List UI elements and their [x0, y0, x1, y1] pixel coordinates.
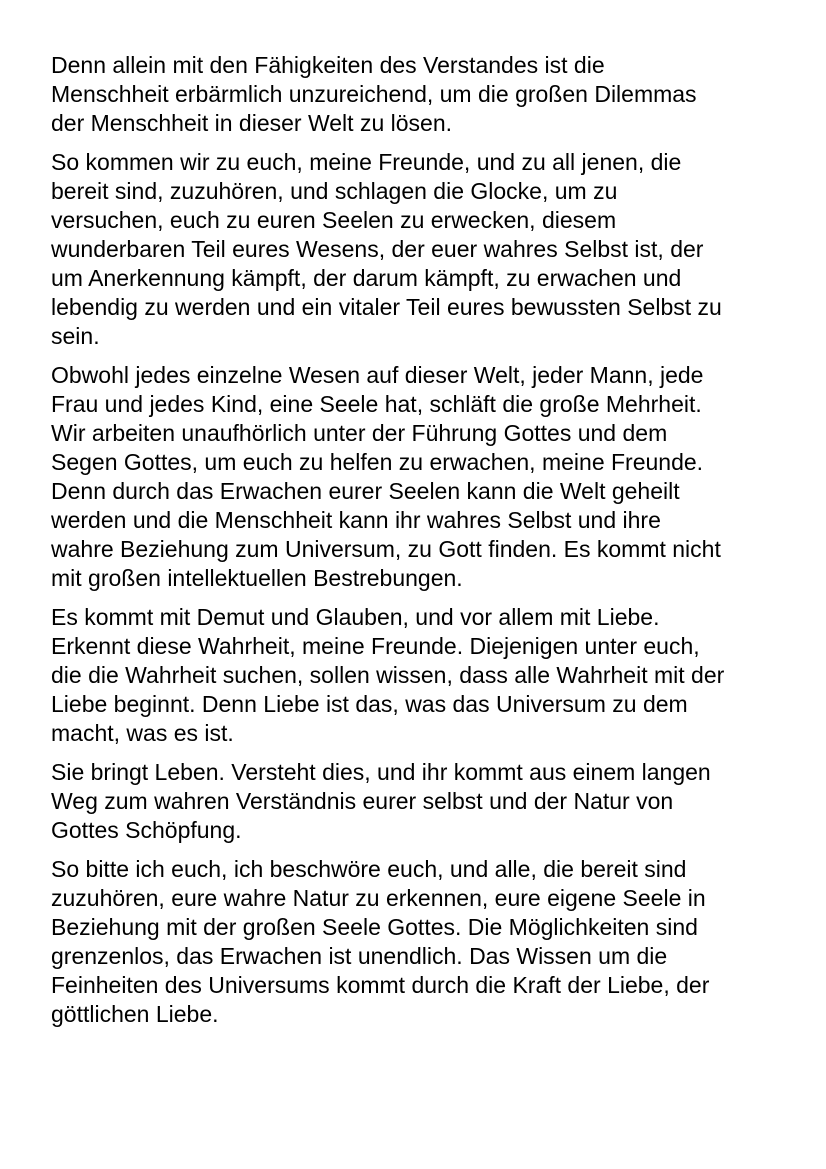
text-line: werden und die Menschheit kann ihr wahres Selbst und ihre	[51, 507, 661, 533]
text-line: Beziehung mit der großen Seele Gottes. Die Möglichkeiten sind	[51, 914, 698, 940]
text-line: Erkennt diese Wahrheit, meine Freunde. Diejenigen unter euch,	[51, 633, 700, 659]
text-line: Sie bringt Leben. Versteht dies, und ihr kommt aus einem langen	[51, 759, 711, 785]
text-line: Frau und jedes Kind, eine Seele hat, schläft die große Mehrheit.	[51, 391, 702, 417]
text-line: bereit sind, zuzuhören, und schlagen die Glocke, um zu	[51, 178, 618, 204]
text-line: sein.	[51, 323, 100, 349]
text-line: der Menschheit in dieser Welt zu lösen.	[51, 110, 452, 136]
paragraph-5	[51, 758, 786, 845]
text-line: macht, was es ist.	[51, 720, 234, 746]
text-line: wahre Beziehung zum Universum, zu Gott finden. Es kommt nicht	[51, 536, 721, 562]
text-line: Liebe beginnt. Denn Liebe ist das, was das Universum zu dem	[51, 691, 688, 717]
text-line: Obwohl jedes einzelne Wesen auf dieser Welt, jeder Mann, jede	[51, 362, 704, 388]
text-line: Menschheit erbärmlich unzureichend, um die großen Dilemmas	[51, 81, 697, 107]
text-line: So kommen wir zu euch, meine Freunde, und zu all jenen, die	[51, 149, 682, 175]
text-line: lebendig zu werden und ein vitaler Teil eures bewussten Selbst zu	[51, 294, 722, 320]
text-line: Wir arbeiten unaufhörlich unter der Führung Gottes und dem	[51, 420, 668, 446]
paragraph-6	[51, 855, 786, 1029]
text-line: Weg zum wahren Verständnis eurer selbst und der Natur von	[51, 788, 674, 814]
text-line: Gottes Schöpfung.	[51, 817, 242, 843]
text-line: So bitte ich euch, ich beschwöre euch, und alle, die bereit sind	[51, 856, 687, 882]
text-line: grenzenlos, das Erwachen ist unendlich. Das Wissen um die	[51, 943, 668, 969]
text-line: mit großen intellektuellen Bestrebungen.	[51, 565, 463, 591]
text-line: Denn durch das Erwachen eurer Seelen kann die Welt geheilt	[51, 478, 680, 504]
text-line: göttlichen Liebe.	[51, 1001, 219, 1027]
text-line: die die Wahrheit suchen, sollen wissen, dass alle Wahrheit mit der	[51, 662, 725, 688]
text-line: Denn allein mit den Fähigkeiten des Verstandes ist die	[51, 52, 605, 78]
text-line: Segen Gottes, um euch zu helfen zu erwachen, meine Freunde.	[51, 449, 704, 475]
paragraph-2	[51, 148, 786, 351]
text-line: wunderbaren Teil eures Wesens, der euer wahres Selbst ist, der	[51, 236, 704, 262]
paragraph-4	[51, 603, 786, 748]
text-line: Es kommt mit Demut und Glauben, und vor allem mit Liebe.	[51, 604, 660, 630]
text-line: Feinheiten des Universums kommt durch die Kraft der Liebe, der	[51, 972, 710, 998]
paragraph-3	[51, 361, 786, 593]
paragraph-1	[51, 51, 786, 138]
text-line: versuchen, euch zu euren Seelen zu erwecken, diesem	[51, 207, 617, 233]
text-line: um Anerkennung kämpft, der darum kämpft, zu erwachen und	[51, 265, 682, 291]
text-line: zuzuhören, eure wahre Natur zu erkennen, eure eigene Seele in	[51, 885, 706, 911]
